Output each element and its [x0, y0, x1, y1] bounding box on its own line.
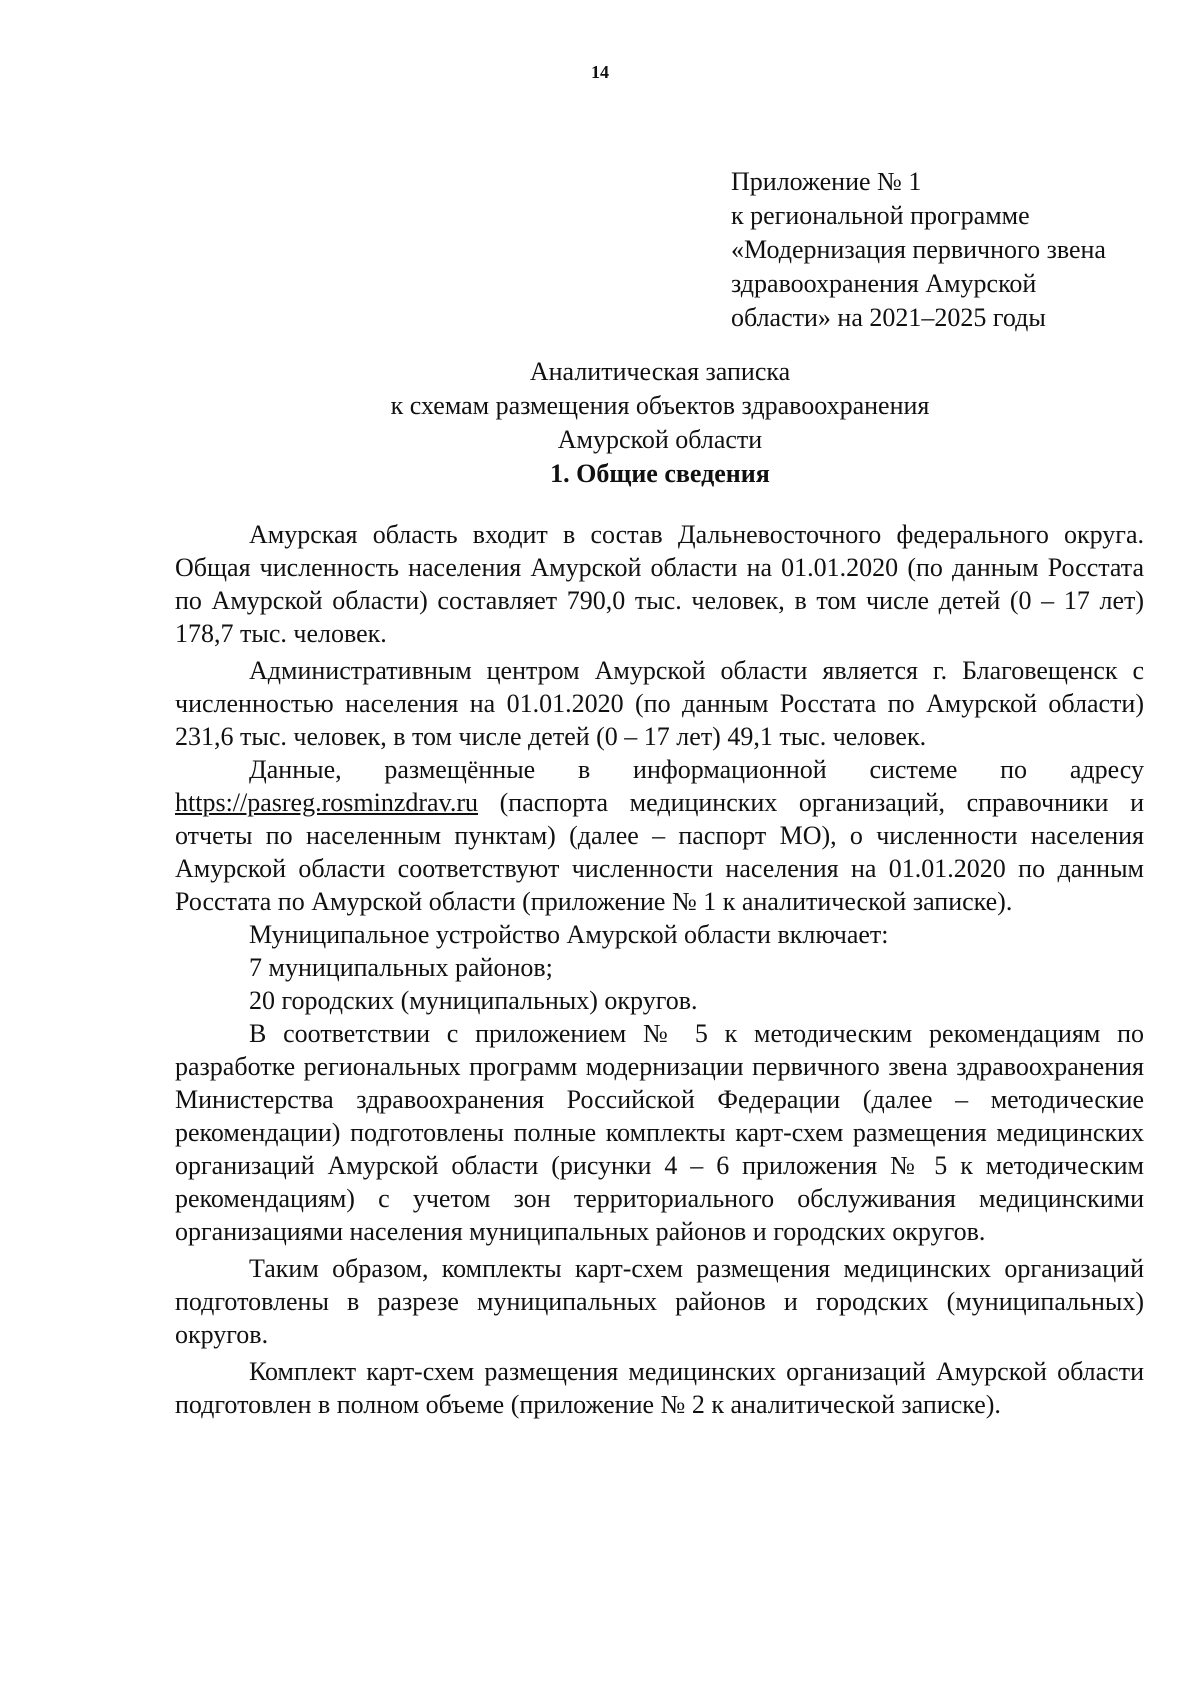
paragraph: В соответствии с приложением № 5 к методическим рекомендациям по разработке региональных программ модернизации первичного звена здравоохранения Министерства здравоохранения Российской Федерации (далее – методические рекомендации) подготовлены полные комплекты карт-схем размещения медицинских организаций Амурской области (рисунки 4 – 6 приложения № 5 к методическим рекомендациям) с учетом зон территориального обслуживания медицинскими организациями населения муниципальных районов и городских округов.: [175, 1019, 1144, 1246]
appendix-line: «Модернизация первичного звена: [731, 235, 1106, 264]
appendix-line: к региональной программе: [731, 201, 1030, 230]
heading-line: Аналитическая записка: [529, 357, 791, 386]
appendix-block: [731, 165, 1106, 335]
heading-line: Амурской области: [557, 425, 763, 454]
paragraph: Амурская область входит в состав Дальневосточного федерального округа. Общая численность населения Амурской области на 01.01.2020 (по данным Росстата по Амурской области) составляет 790,0 тыс. человек, в том числе детей (0 – 17 лет) 178,7 тыс. человек.: [175, 520, 1144, 648]
paragraph-text: Данные, размещённые в информационной системе по адресу: [249, 755, 1144, 784]
appendix-line: области» на 2021–2025 годы: [731, 303, 1046, 332]
appendix-line: Приложение № 1: [731, 167, 922, 196]
section-title: 1. Общие сведения: [550, 459, 770, 488]
heading-line: к схемам размещения объектов здравоохранения: [390, 391, 930, 420]
paragraph: Таким образом, комплекты карт-схем размещения медицинских организаций подготовлены в разрезе муниципальных районов и городских (муниципальных) округов.: [175, 1254, 1144, 1349]
url-link[interactable]: https://pasreg.rosminzdrav.ru: [175, 788, 479, 817]
paragraph-text: (паспорта медицинских организаций, справочники и отчеты по населенным пунктам) (далее – паспорт МО), о численности населения Амурской области соответствуют численности населения на 01.01.2020 по данным Росстата по Амурской области (приложение № 1 к аналитической записке).: [175, 788, 1144, 916]
paragraph: Муниципальное устройство Амурской области включает:: [249, 920, 889, 949]
appendix-line: здравоохранения Амурской: [731, 269, 1037, 298]
list-item: 7 муниципальных районов;: [249, 953, 553, 982]
list-item: 20 городских (муниципальных) округов.: [249, 986, 698, 1015]
paragraph: Административным центром Амурской области является г. Благовещенск с численностью населения на 01.01.2020 (по данным Росстата по Амурской области) 231,6 тыс. человек, в том числе детей (0 – 17 лет) 49,1 тыс. человек.: [175, 656, 1144, 751]
document-heading: [0, 355, 1200, 491]
paragraph: [175, 753, 1144, 918]
body-text: [175, 518, 1144, 1421]
page-number: 14: [591, 62, 609, 82]
paragraph: Комплект карт-схем размещения медицинских организаций Амурской области подготовлен в полном объеме (приложение № 2 к аналитической записке).: [175, 1357, 1144, 1419]
